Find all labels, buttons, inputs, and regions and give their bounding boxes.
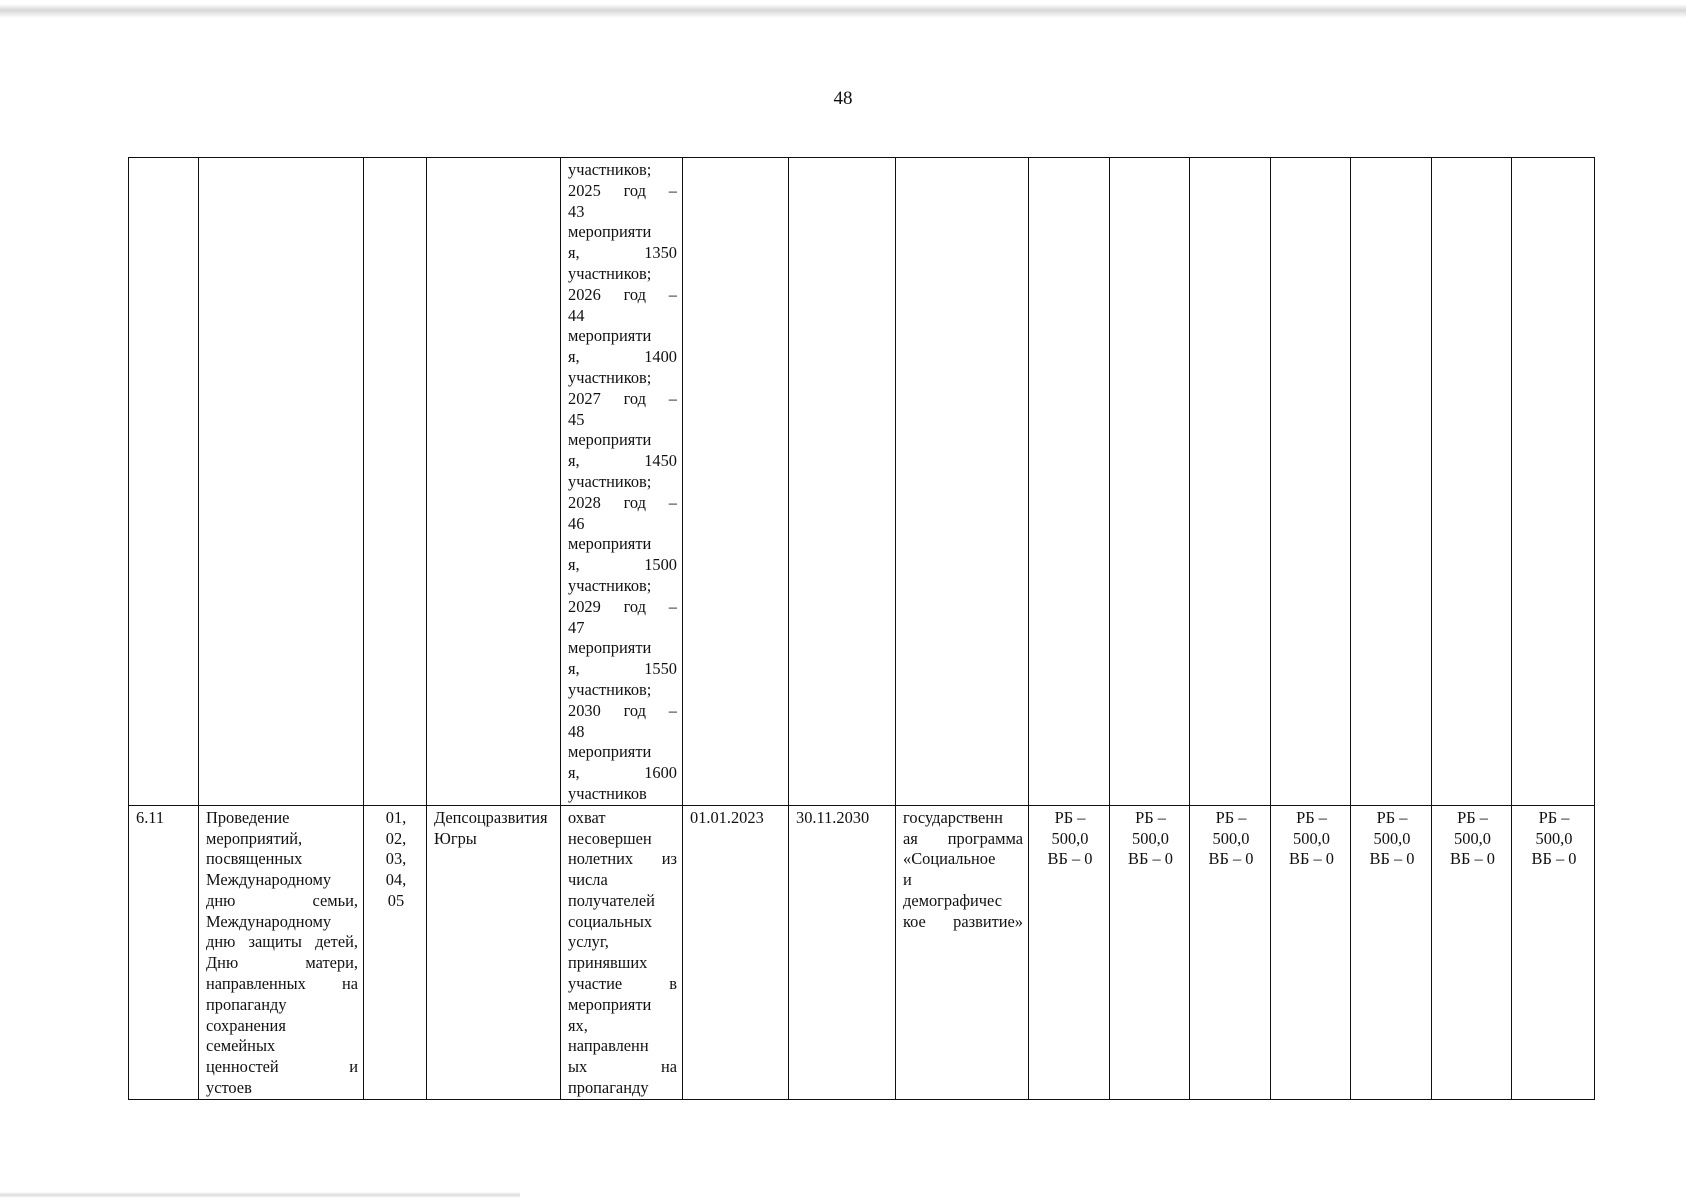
cell-funding bbox=[1110, 158, 1190, 806]
cell-number bbox=[129, 158, 199, 806]
funding-amount: 500,0 bbox=[1454, 828, 1491, 848]
cell-funding bbox=[1110, 805, 1190, 1099]
start-date: 01.01.2023 bbox=[690, 807, 764, 827]
cell-executor bbox=[427, 805, 561, 1099]
cell-executor bbox=[427, 158, 561, 806]
funding-rb: РБ – bbox=[1135, 807, 1166, 827]
cell-end-date bbox=[789, 158, 896, 806]
scan-artifact-bottom bbox=[0, 1192, 520, 1198]
funding-amount: 500,0 bbox=[1051, 828, 1089, 848]
cell-number bbox=[129, 805, 199, 1099]
funding-amount: 500,0 bbox=[1535, 828, 1573, 848]
funding-vb: ВБ – 0 bbox=[1369, 849, 1415, 869]
cell-program bbox=[896, 805, 1029, 1099]
end-date: 30.11.2030 bbox=[796, 807, 870, 827]
code-item: 03, bbox=[385, 849, 407, 869]
cell-funding bbox=[1029, 158, 1110, 806]
table-row-6-11 bbox=[129, 805, 1595, 1099]
cell-end-date bbox=[789, 805, 896, 1099]
cell-funding bbox=[1029, 805, 1110, 1099]
cell-name bbox=[199, 158, 364, 806]
cell-start-date bbox=[683, 158, 789, 806]
cell-funding bbox=[1512, 158, 1595, 806]
cell-program bbox=[896, 158, 1029, 806]
funding-amount: 500,0 bbox=[1373, 828, 1411, 848]
funding-rb: РБ – bbox=[1376, 807, 1408, 827]
funding-amount: 500,0 bbox=[1212, 828, 1250, 848]
item-name: Проведение мероприятий, посвященных Международному дню семьи, Международному дню защиты детей, Дню матери, направленных на пропаганду сохранения семейных ценностей и устоев bbox=[206, 807, 358, 1098]
cell-indicator bbox=[561, 158, 683, 806]
cell-start-date bbox=[683, 805, 789, 1099]
cell-funding bbox=[1351, 805, 1432, 1099]
funding-amount: 500,0 bbox=[1293, 828, 1330, 848]
code-item: 05 bbox=[387, 890, 405, 910]
code-item: 04, bbox=[385, 870, 407, 890]
scan-artifact-top bbox=[0, 4, 1686, 18]
cell-name bbox=[199, 805, 364, 1099]
code-item: 02, bbox=[385, 828, 407, 848]
table-row-continuation bbox=[129, 158, 1595, 806]
cell-funding bbox=[1432, 805, 1512, 1099]
funding-vb: ВБ – 0 bbox=[1047, 849, 1093, 869]
cell-funding bbox=[1190, 158, 1271, 806]
funding-vb: ВБ – 0 bbox=[1128, 849, 1173, 869]
cell-codes bbox=[364, 805, 427, 1099]
cell-funding bbox=[1190, 805, 1271, 1099]
funding-rb: РБ – bbox=[1538, 807, 1570, 827]
funding-rb: РБ – bbox=[1457, 807, 1488, 827]
executor-name: Депсоцразвития Югры bbox=[434, 807, 548, 848]
code-item: 01, bbox=[385, 807, 407, 827]
item-number: 6.11 bbox=[136, 807, 165, 827]
cell-funding bbox=[1271, 158, 1351, 806]
cell-funding bbox=[1351, 158, 1432, 806]
funding-rb: РБ – bbox=[1054, 807, 1086, 827]
funding-vb: ВБ – 0 bbox=[1208, 849, 1254, 869]
funding-vb: ВБ – 0 bbox=[1531, 849, 1577, 869]
indicator-text: участников; 2025 год – 43 мероприяти я, 1350 участников; 2026 год – 44 мероприяти я, 1400 участников; 2027 год – 45 мероприяти я, 1450 участников; 2028 год – 46 мероприяти я, 1500 участников; 2029 год – 47 мероприяти я, 1550 участников; 2030 год – 48 мероприяти я, 1600 участников bbox=[568, 160, 677, 803]
indicator-text: охват несовершен нолетних из числа получателей социальных услуг, принявших участие в мероприяти ях, направленн ых на пропаганду bbox=[568, 807, 677, 1098]
funding-vb: ВБ – 0 bbox=[1289, 849, 1334, 869]
cell-funding bbox=[1512, 805, 1595, 1099]
program-table bbox=[128, 157, 1595, 1100]
page-number: 48 bbox=[833, 88, 853, 109]
cell-indicator bbox=[561, 805, 683, 1099]
funding-rb: РБ – bbox=[1296, 807, 1327, 827]
funding-vb: ВБ – 0 bbox=[1450, 849, 1495, 869]
funding-rb: РБ – bbox=[1215, 807, 1247, 827]
cell-funding bbox=[1271, 805, 1351, 1099]
cell-funding bbox=[1432, 158, 1512, 806]
program-name: государственн ая программа «Социальное и демографичес кое развитие» bbox=[903, 807, 1023, 931]
funding-amount: 500,0 bbox=[1132, 828, 1169, 848]
cell-codes bbox=[364, 158, 427, 806]
